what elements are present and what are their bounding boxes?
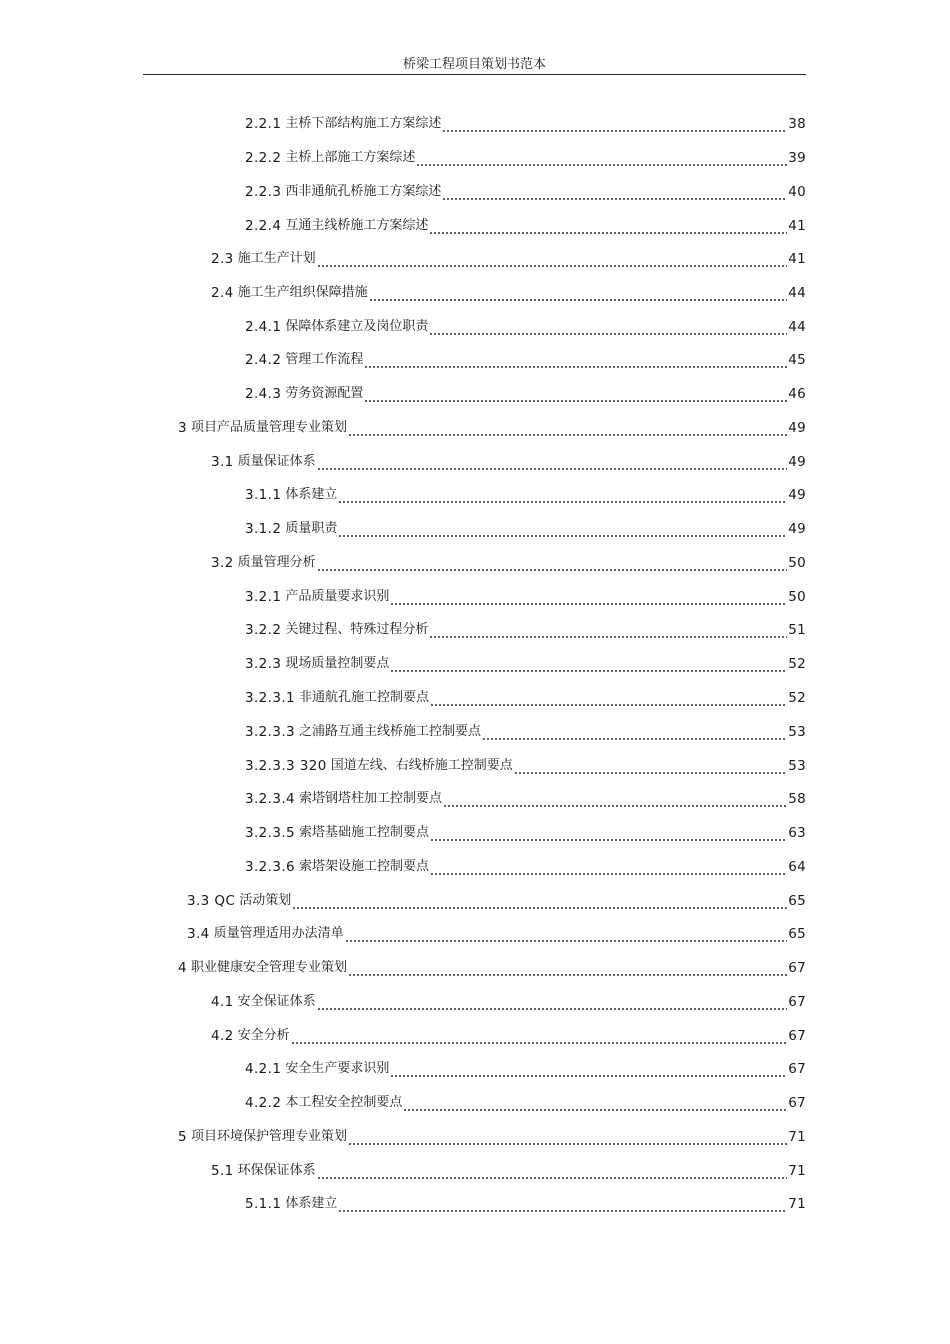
dot-leader (482, 722, 787, 742)
toc-entry-number: 4.2 (211, 1028, 234, 1044)
toc-entry-page: 39 (788, 150, 806, 166)
toc-entry-page: 51 (788, 622, 806, 638)
dot-leader (390, 654, 787, 674)
toc-entry-number: 2.4 (211, 285, 234, 301)
toc-entry-page: 65 (788, 893, 806, 909)
toc-entry-title: 关键过程、特殊过程分析 (285, 622, 429, 637)
toc-entry[interactable] (245, 1093, 806, 1113)
toc-entry-title: 国道左线、右线桥施工控制要点 (330, 758, 513, 773)
toc-entry-title: 索塔钢塔柱加工控制要点 (299, 791, 443, 806)
toc-entry-number: 5.1.1 (245, 1196, 282, 1212)
toc-entry-page: 49 (788, 420, 806, 436)
toc-entry-page: 38 (788, 116, 806, 132)
toc-entry-number: 3.1 (211, 454, 234, 470)
dot-leader (514, 756, 788, 776)
toc-entry[interactable] (245, 756, 806, 776)
toc-entry-page: 71 (788, 1163, 806, 1179)
toc-entry-number: 3.2.1 (245, 589, 282, 605)
dot-leader (292, 891, 787, 911)
toc-entry[interactable] (211, 452, 806, 472)
toc-entry-number: 4.1 (211, 994, 234, 1010)
toc-entry-number: 3.2.3.1 (245, 690, 296, 706)
toc-entry[interactable] (245, 789, 806, 809)
toc-entry-title: 施工生产计划 (237, 251, 316, 266)
toc-entry-page: 58 (788, 791, 806, 807)
dot-leader (403, 1093, 787, 1113)
toc-entry[interactable] (245, 384, 806, 404)
toc-entry-title: 索塔基础施工控制要点 (299, 825, 430, 840)
toc-entry-page: 71 (788, 1196, 806, 1212)
dot-leader (348, 418, 787, 438)
toc-entry-title: 体系建立 (285, 1196, 338, 1211)
toc-entry-number: 3.2.3.3 (245, 724, 296, 740)
toc-entry-page: 67 (788, 1061, 806, 1077)
toc-entry-page: 52 (788, 656, 806, 672)
toc-entry-title: 安全分析 (237, 1028, 290, 1043)
toc-entry-number: 3.3 QC (187, 893, 236, 909)
toc-entry-number: 4.2.2 (245, 1095, 282, 1111)
toc-entry-title: 环保保证体系 (237, 1163, 316, 1178)
toc-entry-number: 3.2.3.5 (245, 825, 296, 841)
toc-entry-number: 3.2.3.4 (245, 791, 296, 807)
toc-entry-title: 非通航孔施工控制要点 (299, 690, 430, 705)
toc-entry-number: 2.4.3 (245, 386, 282, 402)
toc-entry-page: 52 (788, 690, 806, 706)
dot-leader (430, 857, 787, 877)
toc-entry-title: 项目环境保护管理专业策划 (191, 1129, 348, 1144)
toc-entry-title: 劳务资源配置 (285, 386, 364, 401)
toc-entry-number: 2.2.1 (245, 116, 282, 132)
toc-entry-page: 49 (788, 454, 806, 470)
toc-entry[interactable] (245, 857, 806, 877)
toc-entry-number: 3.2.3.6 (245, 859, 296, 875)
dot-leader (348, 958, 787, 978)
toc-entry-title: 施工生产组织保障措施 (237, 285, 368, 300)
dot-leader (338, 485, 787, 505)
toc-entry-title: 质量管理分析 (237, 555, 316, 570)
toc-entry-page: 50 (788, 589, 806, 605)
toc-entry[interactable] (245, 519, 806, 539)
toc-entry-number: 3.1.1 (245, 487, 282, 503)
toc-entry-title: 职业健康安全管理专业策划 (191, 960, 348, 975)
toc-entry[interactable] (211, 1026, 806, 1046)
toc-entry[interactable] (245, 148, 806, 168)
toc-entry[interactable] (245, 350, 806, 370)
dot-leader (442, 114, 787, 134)
dot-leader (416, 148, 787, 168)
toc-entry-number: 3.2.3.3 320 (245, 758, 327, 774)
toc-entry-number: 5 (178, 1129, 187, 1145)
toc-entry-title: 现场质量控制要点 (285, 656, 390, 671)
dot-leader (430, 688, 787, 708)
toc-entry-page: 50 (788, 555, 806, 571)
toc-entry[interactable] (245, 317, 806, 337)
toc-entry[interactable] (211, 992, 806, 1012)
dot-leader (291, 1026, 788, 1046)
dot-leader (338, 519, 787, 539)
dot-leader (338, 1194, 787, 1214)
toc-entry[interactable] (245, 823, 806, 843)
toc-entry-title: 活动策划 (239, 893, 292, 908)
toc-entry-number: 2.4.1 (245, 319, 282, 335)
toc-entry-number: 2.2.4 (245, 218, 282, 234)
toc-entry-title: 质量保证体系 (237, 454, 316, 469)
dot-leader (317, 992, 788, 1012)
toc-entry-number: 3.4 (187, 926, 210, 942)
toc-entry[interactable] (245, 722, 806, 742)
toc-entry-title: 管理工作流程 (285, 352, 364, 367)
toc-entry-number: 4 (178, 960, 187, 976)
toc-entry[interactable] (245, 1194, 806, 1214)
toc-entry[interactable] (245, 1059, 806, 1079)
toc-entry-page: 67 (788, 960, 806, 976)
dot-leader (364, 350, 787, 370)
toc-entry-number: 3.2.2 (245, 622, 282, 638)
toc-entry-page: 67 (788, 994, 806, 1010)
toc-entry[interactable] (211, 249, 806, 269)
toc-entry-title: 项目产品质量管理专业策划 (191, 420, 348, 435)
toc-entry[interactable] (245, 587, 806, 607)
toc-entry[interactable] (211, 553, 806, 573)
dot-leader (390, 1059, 787, 1079)
toc-entry-page: 67 (788, 1028, 806, 1044)
toc-entry-title: 主桥下部结构施工方案综述 (285, 116, 442, 131)
dot-leader (429, 317, 787, 337)
toc-entry-title: 保障体系建立及岗位职责 (285, 319, 429, 334)
toc-entry-title: 互通主线桥施工方案综述 (285, 218, 429, 233)
dot-leader (345, 924, 788, 944)
toc-entry[interactable] (245, 114, 806, 134)
toc-entry-page: 49 (788, 521, 806, 537)
dot-leader (364, 384, 787, 404)
toc-entry-title: 产品质量要求识别 (285, 589, 390, 604)
toc-entry-title: 索塔架设施工控制要点 (299, 859, 430, 874)
toc-entry-page: 71 (788, 1129, 806, 1145)
toc-entry-title: 西非通航孔桥施工方案综述 (285, 184, 442, 199)
page-header-title: 桥梁工程项目策划书范本 (402, 57, 546, 72)
dot-leader (442, 182, 787, 202)
toc-entry-page: 67 (788, 1095, 806, 1111)
toc-entry-title: 主桥上部施工方案综述 (285, 150, 416, 165)
toc-entry-number: 2.4.2 (245, 352, 282, 368)
toc-entry-page: 44 (788, 319, 806, 335)
toc-entry-title: 质量职责 (285, 521, 338, 536)
dot-leader (317, 1161, 788, 1181)
dot-leader (430, 823, 787, 843)
dot-leader (443, 789, 787, 809)
toc-entry-number: 5.1 (211, 1163, 234, 1179)
dot-leader (317, 452, 788, 472)
toc-entry-title: 本工程安全控制要点 (285, 1095, 403, 1110)
dot-leader (317, 553, 788, 573)
toc-entry-page: 44 (788, 285, 806, 301)
toc-entry-number: 3.2 (211, 555, 234, 571)
toc-entry-number: 2.3 (211, 251, 234, 267)
toc-entry-number: 3.1.2 (245, 521, 282, 537)
toc-entry-title: 安全保证体系 (237, 994, 316, 1009)
toc-entry[interactable] (178, 1127, 806, 1147)
toc-entry[interactable] (178, 418, 806, 438)
toc-entry-page: 45 (788, 352, 806, 368)
toc-entry-page: 65 (788, 926, 806, 942)
toc-entry-number: 3.2.3 (245, 656, 282, 672)
dot-leader (390, 587, 787, 607)
dot-leader (348, 1127, 787, 1147)
toc-entry-page: 41 (788, 251, 806, 267)
toc-entry-page: 46 (788, 386, 806, 402)
toc-entry-number: 2.2.2 (245, 150, 282, 166)
toc-entry-title: 质量管理适用办法清单 (213, 926, 344, 941)
toc-entry-title: 体系建立 (285, 487, 338, 502)
toc-entry[interactable] (211, 1161, 806, 1181)
toc-entry-title: 安全生产要求识别 (285, 1061, 390, 1076)
toc-entry[interactable] (245, 654, 806, 674)
toc-entry-page: 49 (788, 487, 806, 503)
toc-entry-page: 53 (788, 724, 806, 740)
toc-entry-page: 41 (788, 218, 806, 234)
toc-entry-page: 40 (788, 184, 806, 200)
toc-entry-number: 3 (178, 420, 187, 436)
toc-entry-title: 之浦路互通主线桥施工控制要点 (299, 724, 482, 739)
dot-leader (369, 283, 788, 303)
toc-entry[interactable] (211, 283, 806, 303)
toc-entry[interactable] (245, 216, 806, 236)
toc-entry-page: 63 (788, 825, 806, 841)
toc-entry-number: 4.2.1 (245, 1061, 282, 1077)
toc-entry[interactable] (245, 620, 806, 640)
dot-leader (429, 216, 787, 236)
toc-entry[interactable] (178, 958, 806, 978)
dot-leader (317, 249, 788, 269)
toc-entry[interactable] (187, 924, 806, 944)
toc-entry[interactable] (245, 688, 806, 708)
toc-entry[interactable] (187, 891, 806, 911)
toc-entry[interactable] (245, 485, 806, 505)
toc-entry-page: 64 (788, 859, 806, 875)
dot-leader (429, 620, 787, 640)
toc-entry-number: 2.2.3 (245, 184, 282, 200)
toc-entry-page: 53 (788, 758, 806, 774)
toc-entry[interactable] (245, 182, 806, 202)
